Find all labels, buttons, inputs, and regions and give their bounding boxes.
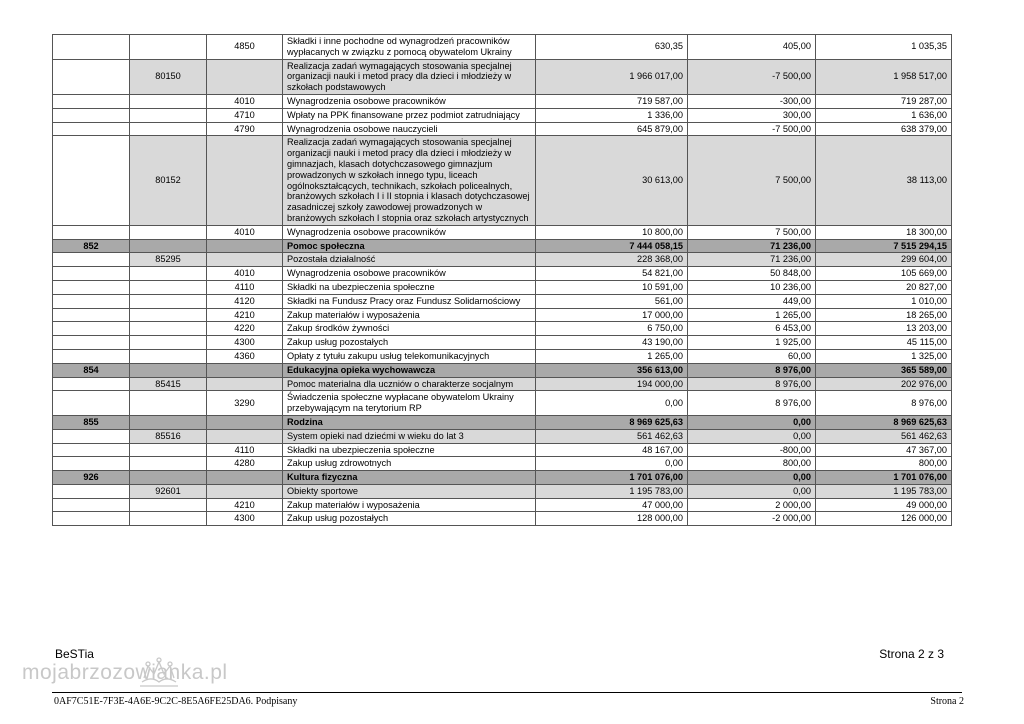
table-row — [53, 94, 952, 108]
footer-app-name: BeSTia — [55, 647, 94, 661]
table-row — [53, 280, 952, 294]
chapter-code-cell — [130, 415, 207, 429]
table-row — [53, 108, 952, 122]
crown-logo-icon — [134, 656, 184, 690]
amount-change-cell: 0,00 — [688, 415, 816, 429]
section-code-cell: 852 — [53, 239, 130, 253]
amount-after-cell: 38 113,00 — [816, 136, 952, 225]
chapter-code-cell — [130, 391, 207, 416]
section-code-cell — [53, 336, 130, 350]
amount-change-cell: 0,00 — [688, 471, 816, 485]
paragraph-code-cell: 4300 — [207, 336, 283, 350]
watermark-text: mojabrzozowianka.pl — [22, 661, 228, 684]
description-cell: Wynagrodzenia osobowe pracowników — [283, 267, 536, 281]
chapter-row — [53, 377, 952, 391]
section-code-cell — [53, 280, 130, 294]
description-cell: Rodzina — [283, 415, 536, 429]
amount-after-cell: 202 976,00 — [816, 377, 952, 391]
amount-change-cell: 71 236,00 — [688, 253, 816, 267]
amount-after-cell: 719 287,00 — [816, 94, 952, 108]
amount-after-cell: 1 010,00 — [816, 294, 952, 308]
description-cell: Pozostała działalność — [283, 253, 536, 267]
amount-change-cell: 449,00 — [688, 294, 816, 308]
table-row — [53, 267, 952, 281]
chapter-code-cell: 80150 — [130, 59, 207, 94]
section-code-cell — [53, 253, 130, 267]
amount-change-cell: 8 976,00 — [688, 363, 816, 377]
description-cell: System opieki nad dziećmi w wieku do lat 3 — [283, 429, 536, 443]
section-code-cell — [53, 512, 130, 526]
paragraph-code-cell — [207, 239, 283, 253]
section-code-cell: 926 — [53, 471, 130, 485]
amount-before-cell: 17 000,00 — [536, 308, 688, 322]
paragraph-code-cell: 4120 — [207, 294, 283, 308]
description-cell: Wynagrodzenia osobowe pracowników — [283, 225, 536, 239]
paragraph-code-cell: 4710 — [207, 108, 283, 122]
amount-after-cell: 1 701 076,00 — [816, 471, 952, 485]
description-cell: Pomoc materialna dla uczniów o charakterze socjalnym — [283, 377, 536, 391]
section-code-cell — [53, 443, 130, 457]
section-code-cell — [53, 294, 130, 308]
table-row — [53, 308, 952, 322]
description-cell: Składki na ubezpieczenia społeczne — [283, 443, 536, 457]
amount-after-cell: 18 300,00 — [816, 225, 952, 239]
description-cell: Składki na ubezpieczenia społeczne — [283, 280, 536, 294]
amount-before-cell: 1 336,00 — [536, 108, 688, 122]
table-row — [53, 294, 952, 308]
amount-after-cell: 7 515 294,15 — [816, 239, 952, 253]
description-cell: Realizacja zadań wymagających stosowania specjalnej organizacji nauki i metod pracy dla dzieci i młodzieży w szkołach podstawowych — [283, 59, 536, 94]
section-code-cell — [53, 308, 130, 322]
amount-change-cell: -2 000,00 — [688, 512, 816, 526]
amount-after-cell: 1 325,00 — [816, 349, 952, 363]
amount-change-cell: -7 500,00 — [688, 122, 816, 136]
amount-before-cell: 0,00 — [536, 391, 688, 416]
chapter-code-cell — [130, 35, 207, 60]
description-cell: Zakup usług pozostałych — [283, 336, 536, 350]
paragraph-code-cell: 4010 — [207, 267, 283, 281]
description-cell: Realizacja zadań wymagających stosowania specjalnej organizacji nauki i metod pracy dla dzieci i młodzieży w gimnazjach, klasach dotychczasowego gimnazjum prowadzonych w szkołach innego typu, liceach ogólnokształcących, technikach, szkołach policealnych, branżowych szkołach I i II stopnia i klasach dotychczasowej zasadniczej szkoły zawodowej prowadzonych w branżowych szkołach I stopnia oraz szkołach artystycznych — [283, 136, 536, 225]
paragraph-code-cell: 3290 — [207, 391, 283, 416]
chapter-code-cell — [130, 267, 207, 281]
description-cell: Zakup usług zdrowotnych — [283, 457, 536, 471]
chapter-code-cell — [130, 108, 207, 122]
amount-before-cell: 30 613,00 — [536, 136, 688, 225]
amount-change-cell: 1 925,00 — [688, 336, 816, 350]
amount-before-cell: 630,35 — [536, 35, 688, 60]
chapter-code-cell — [130, 512, 207, 526]
amount-before-cell: 7 444 058,15 — [536, 239, 688, 253]
amount-change-cell: -300,00 — [688, 94, 816, 108]
description-cell: Kultura fizyczna — [283, 471, 536, 485]
section-code-cell — [53, 391, 130, 416]
chapter-code-cell: 80152 — [130, 136, 207, 225]
amount-before-cell: 10 591,00 — [536, 280, 688, 294]
section-code-cell — [53, 322, 130, 336]
description-cell: Składki na Fundusz Pracy oraz Fundusz Solidarnościowy — [283, 294, 536, 308]
amount-before-cell: 1 966 017,00 — [536, 59, 688, 94]
amount-after-cell: 299 604,00 — [816, 253, 952, 267]
description-cell: Wpłaty na PPK finansowane przez podmiot zatrudniający — [283, 108, 536, 122]
paragraph-code-cell: 4110 — [207, 280, 283, 294]
amount-before-cell: 1 701 076,00 — [536, 471, 688, 485]
chapter-row — [53, 253, 952, 267]
section-code-cell — [53, 59, 130, 94]
paragraph-code-cell — [207, 471, 283, 485]
section-code-cell — [53, 136, 130, 225]
paragraph-code-cell: 4110 — [207, 443, 283, 457]
paragraph-code-cell: 4790 — [207, 122, 283, 136]
chapter-code-cell — [130, 294, 207, 308]
footer-page-counter: Strona 2 z 3 — [879, 647, 944, 661]
paragraph-code-cell: 4010 — [207, 94, 283, 108]
amount-change-cell: 71 236,00 — [688, 239, 816, 253]
paragraph-code-cell — [207, 253, 283, 267]
description-cell: Wynagrodzenia osobowe nauczycieli — [283, 122, 536, 136]
amount-before-cell: 719 587,00 — [536, 94, 688, 108]
section-code-cell — [53, 225, 130, 239]
amount-change-cell: 10 236,00 — [688, 280, 816, 294]
chapter-code-cell — [130, 239, 207, 253]
table-row — [53, 122, 952, 136]
amount-before-cell: 43 190,00 — [536, 336, 688, 350]
chapter-code-cell — [130, 280, 207, 294]
page-number: Strona 2 — [930, 696, 964, 707]
chapter-code-cell — [130, 122, 207, 136]
description-cell: Wynagrodzenia osobowe pracowników — [283, 94, 536, 108]
amount-after-cell: 8 969 625,63 — [816, 415, 952, 429]
amount-before-cell: 561 462,63 — [536, 429, 688, 443]
amount-after-cell: 1 195 783,00 — [816, 484, 952, 498]
amount-after-cell: 47 367,00 — [816, 443, 952, 457]
budget-change-table — [52, 34, 952, 526]
amount-before-cell: 561,00 — [536, 294, 688, 308]
table-row — [53, 457, 952, 471]
section-code-cell — [53, 377, 130, 391]
amount-before-cell: 6 750,00 — [536, 322, 688, 336]
chapter-code-cell — [130, 471, 207, 485]
section-row — [53, 415, 952, 429]
chapter-code-cell — [130, 322, 207, 336]
amount-before-cell: 194 000,00 — [536, 377, 688, 391]
paragraph-code-cell: 4850 — [207, 35, 283, 60]
amount-change-cell: 50 848,00 — [688, 267, 816, 281]
chapter-code-cell — [130, 225, 207, 239]
table-row — [53, 498, 952, 512]
chapter-code-cell — [130, 363, 207, 377]
amount-after-cell: 638 379,00 — [816, 122, 952, 136]
description-cell: Zakup usług pozostałych — [283, 512, 536, 526]
paragraph-code-cell — [207, 377, 283, 391]
section-code-cell — [53, 429, 130, 443]
amount-before-cell: 645 879,00 — [536, 122, 688, 136]
amount-change-cell: 7 500,00 — [688, 136, 816, 225]
paragraph-code-cell — [207, 136, 283, 225]
amount-change-cell: 405,00 — [688, 35, 816, 60]
amount-before-cell: 10 800,00 — [536, 225, 688, 239]
amount-after-cell: 126 000,00 — [816, 512, 952, 526]
table-row — [53, 349, 952, 363]
amount-before-cell: 0,00 — [536, 457, 688, 471]
section-row — [53, 363, 952, 377]
amount-after-cell: 1 958 517,00 — [816, 59, 952, 94]
section-code-cell — [53, 484, 130, 498]
description-cell: Obiekty sportowe — [283, 484, 536, 498]
table-row — [53, 336, 952, 350]
amount-before-cell: 128 000,00 — [536, 512, 688, 526]
table-row — [53, 35, 952, 60]
paragraph-code-cell: 4010 — [207, 225, 283, 239]
amount-before-cell: 47 000,00 — [536, 498, 688, 512]
amount-change-cell: 0,00 — [688, 429, 816, 443]
chapter-code-cell — [130, 443, 207, 457]
document-signature-id: 0AF7C51E-7F3E-4A6E-9C2C-8E5A6FE25DA6. Podpisany — [54, 696, 298, 707]
amount-change-cell: -7 500,00 — [688, 59, 816, 94]
section-code-cell — [53, 267, 130, 281]
section-row — [53, 239, 952, 253]
paragraph-code-cell — [207, 59, 283, 94]
amount-change-cell: 300,00 — [688, 108, 816, 122]
paragraph-code-cell: 4210 — [207, 498, 283, 512]
table-row — [53, 225, 952, 239]
chapter-code-cell — [130, 336, 207, 350]
amount-before-cell: 1 265,00 — [536, 349, 688, 363]
description-cell: Zakup materiałów i wyposażenia — [283, 498, 536, 512]
amount-after-cell: 365 589,00 — [816, 363, 952, 377]
description-cell: Świadczenia społeczne wypłacane obywatelom Ukrainy przebywającym na terytorium RP — [283, 391, 536, 416]
chapter-code-cell — [130, 349, 207, 363]
amount-change-cell: 60,00 — [688, 349, 816, 363]
paragraph-code-cell — [207, 363, 283, 377]
paragraph-code-cell: 4360 — [207, 349, 283, 363]
amount-change-cell: 800,00 — [688, 457, 816, 471]
amount-change-cell: 0,00 — [688, 484, 816, 498]
chapter-row — [53, 429, 952, 443]
amount-before-cell: 228 368,00 — [536, 253, 688, 267]
paragraph-code-cell: 4280 — [207, 457, 283, 471]
amount-after-cell: 13 203,00 — [816, 322, 952, 336]
section-code-cell — [53, 108, 130, 122]
amount-after-cell: 1 035,35 — [816, 35, 952, 60]
chapter-code-cell: 92601 — [130, 484, 207, 498]
description-cell: Opłaty z tytułu zakupu usług telekomunikacyjnych — [283, 349, 536, 363]
table-row — [53, 443, 952, 457]
chapter-code-cell — [130, 94, 207, 108]
chapter-row — [53, 59, 952, 94]
amount-change-cell: 7 500,00 — [688, 225, 816, 239]
section-row — [53, 471, 952, 485]
description-cell: Zakup materiałów i wyposażenia — [283, 308, 536, 322]
section-code-cell — [53, 457, 130, 471]
description-cell: Pomoc społeczna — [283, 239, 536, 253]
section-code-cell — [53, 94, 130, 108]
paragraph-code-cell: 4210 — [207, 308, 283, 322]
amount-after-cell: 1 636,00 — [816, 108, 952, 122]
chapter-row — [53, 136, 952, 225]
amount-before-cell: 1 195 783,00 — [536, 484, 688, 498]
amount-after-cell: 561 462,63 — [816, 429, 952, 443]
chapter-code-cell — [130, 457, 207, 471]
footer-divider — [52, 692, 962, 693]
table-row — [53, 512, 952, 526]
table-row — [53, 391, 952, 416]
amount-after-cell: 20 827,00 — [816, 280, 952, 294]
amount-after-cell: 45 115,00 — [816, 336, 952, 350]
amount-change-cell: 2 000,00 — [688, 498, 816, 512]
amount-before-cell: 54 821,00 — [536, 267, 688, 281]
chapter-code-cell: 85295 — [130, 253, 207, 267]
amount-change-cell: 1 265,00 — [688, 308, 816, 322]
chapter-row — [53, 484, 952, 498]
amount-after-cell: 8 976,00 — [816, 391, 952, 416]
amount-change-cell: 8 976,00 — [688, 391, 816, 416]
paragraph-code-cell — [207, 415, 283, 429]
amount-after-cell: 18 265,00 — [816, 308, 952, 322]
paragraph-code-cell — [207, 429, 283, 443]
paragraph-code-cell — [207, 484, 283, 498]
amount-before-cell: 356 613,00 — [536, 363, 688, 377]
section-code-cell — [53, 122, 130, 136]
chapter-code-cell — [130, 498, 207, 512]
description-cell: Edukacyjna opieka wychowawcza — [283, 363, 536, 377]
amount-before-cell: 48 167,00 — [536, 443, 688, 457]
amount-change-cell: -800,00 — [688, 443, 816, 457]
section-code-cell — [53, 498, 130, 512]
amount-after-cell: 800,00 — [816, 457, 952, 471]
amount-before-cell: 8 969 625,63 — [536, 415, 688, 429]
chapter-code-cell: 85516 — [130, 429, 207, 443]
section-code-cell: 854 — [53, 363, 130, 377]
amount-change-cell: 6 453,00 — [688, 322, 816, 336]
section-code-cell: 855 — [53, 415, 130, 429]
description-cell: Składki i inne pochodne od wynagrodzeń pracowników wypłacanych w związku z pomocą obywatelom Ukrainy — [283, 35, 536, 60]
chapter-code-cell: 85415 — [130, 377, 207, 391]
amount-change-cell: 8 976,00 — [688, 377, 816, 391]
section-code-cell — [53, 349, 130, 363]
paragraph-code-cell: 4300 — [207, 512, 283, 526]
chapter-code-cell — [130, 308, 207, 322]
amount-after-cell: 105 669,00 — [816, 267, 952, 281]
description-cell: Zakup środków żywności — [283, 322, 536, 336]
table-row — [53, 322, 952, 336]
paragraph-code-cell: 4220 — [207, 322, 283, 336]
section-code-cell — [53, 35, 130, 60]
amount-after-cell: 49 000,00 — [816, 498, 952, 512]
